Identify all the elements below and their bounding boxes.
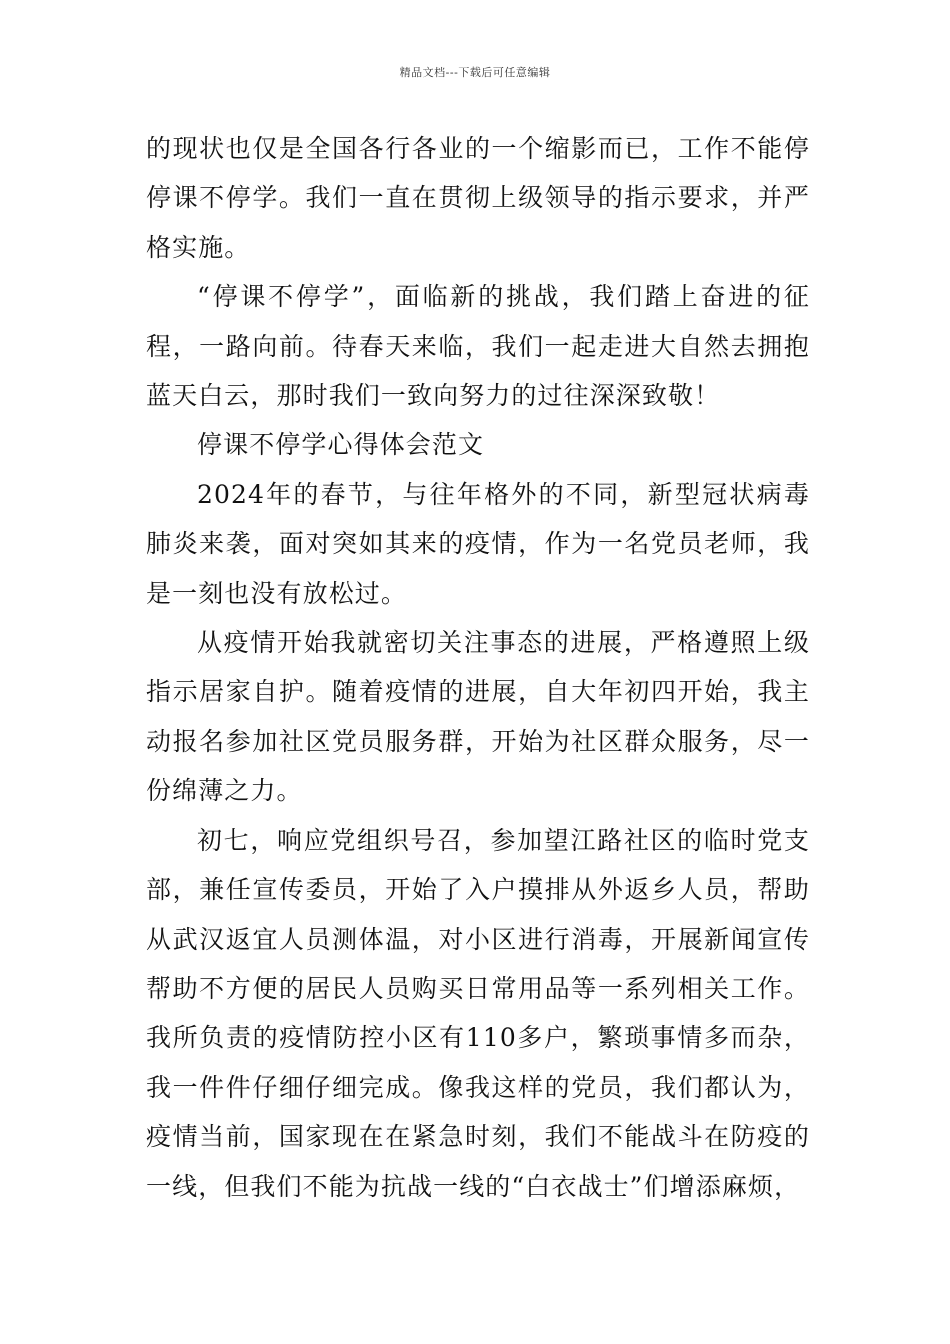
paragraph-tingke-challenge: “停课不停学”，面临新的挑战，我们踏上奋进的征程，一路向前。待春天来临，我们一起走进大自然去拥抱蓝天白云，那时我们一致向努力的过往深深致敬！ bbox=[146, 282, 810, 411]
document-body bbox=[146, 124, 810, 1211]
paragraph-continuation: 的现状也仅是全国各行各业的一个缩影而已，工作不能停停课不停学。我们一直在贯彻上级领导的指示要求，并严格实施。 bbox=[146, 134, 810, 262]
paragraph-party-branch: 初七，响应党组织号召，参加望江路社区的临时党支部，兼任宣传委员，开始了入户摸排从外返乡人员，帮助从武汉返宜人员测体温，对小区进行消毒，开展新闻宣传帮助不方便的居民人员购买日常用品等一系列相关工作。我所负责的疫情防控小区有110多户，繁琐事情多而杂，我一件件仔细仔细完成。像我这样的党员，我们都认为，疫情当前，国家现在在紧急时刻，我们不能战斗在防疫的一线，但我们不能为抗战一线的“白衣战士”们增添麻烦， bbox=[146, 825, 810, 1201]
section-title: 停课不停学心得体会范文 bbox=[197, 430, 485, 460]
paragraph-community-service: 从疫情开始我就密切关注事态的进展，严格遵照上级指示居家自护。随着疫情的进展，自大年初四开始，我主动报名参加社区党员服务群，开始为社区群众服务，尽一份绵薄之力。 bbox=[146, 628, 810, 806]
paragraph-spring-festival: 2024年的春节，与往年格外的不同，新型冠状病毒肺炎来袭，面对突如其来的疫情，作为一名党员老师，我是一刻也没有放松过。 bbox=[146, 479, 810, 608]
page-header-watermark: 精品文档---下载后可任意编辑 bbox=[399, 66, 551, 79]
